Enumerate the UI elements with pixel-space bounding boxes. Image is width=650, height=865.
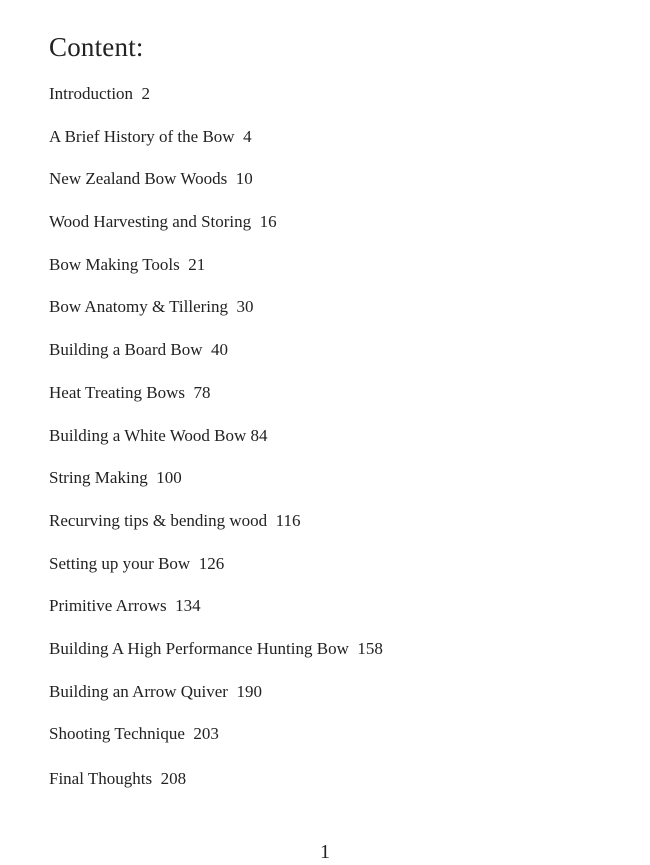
toc-entry: Bow Anatomy & Tillering 30 [49, 297, 254, 317]
toc-entry: Final Thoughts 208 [49, 769, 187, 788]
toc-entry: Wood Harvesting and Storing 16 [49, 212, 277, 232]
toc-entry: Building A High Performance Hunting Bow 158 [49, 638, 383, 658]
page-number: 1 [320, 841, 330, 863]
toc-entry: A Brief History of the Bow 4 [49, 126, 252, 146]
table-of-contents [49, 83, 383, 811]
toc-entry: Setting up your Bow 126 [49, 553, 225, 573]
toc-entry: Building a White Wood Bow 84 [49, 425, 268, 445]
toc-entry: Introduction 2 [49, 84, 151, 103]
toc-entry: Shooting Technique 203 [49, 724, 219, 744]
toc-entry: Recurving tips & bending wood 116 [49, 510, 301, 530]
toc-entry: Heat Treating Bows 78 [49, 382, 211, 402]
toc-entry: Building a Board Bow 40 [49, 340, 228, 360]
toc-entry: Primitive Arrows 134 [49, 596, 201, 616]
page-title: Content: [49, 32, 144, 62]
toc-entry: Building an Arrow Quiver 190 [49, 681, 262, 701]
toc-entry: New Zealand Bow Woods 10 [49, 169, 253, 189]
toc-entry: Bow Making Tools 21 [49, 254, 206, 274]
toc-entry: String Making 100 [49, 468, 182, 488]
